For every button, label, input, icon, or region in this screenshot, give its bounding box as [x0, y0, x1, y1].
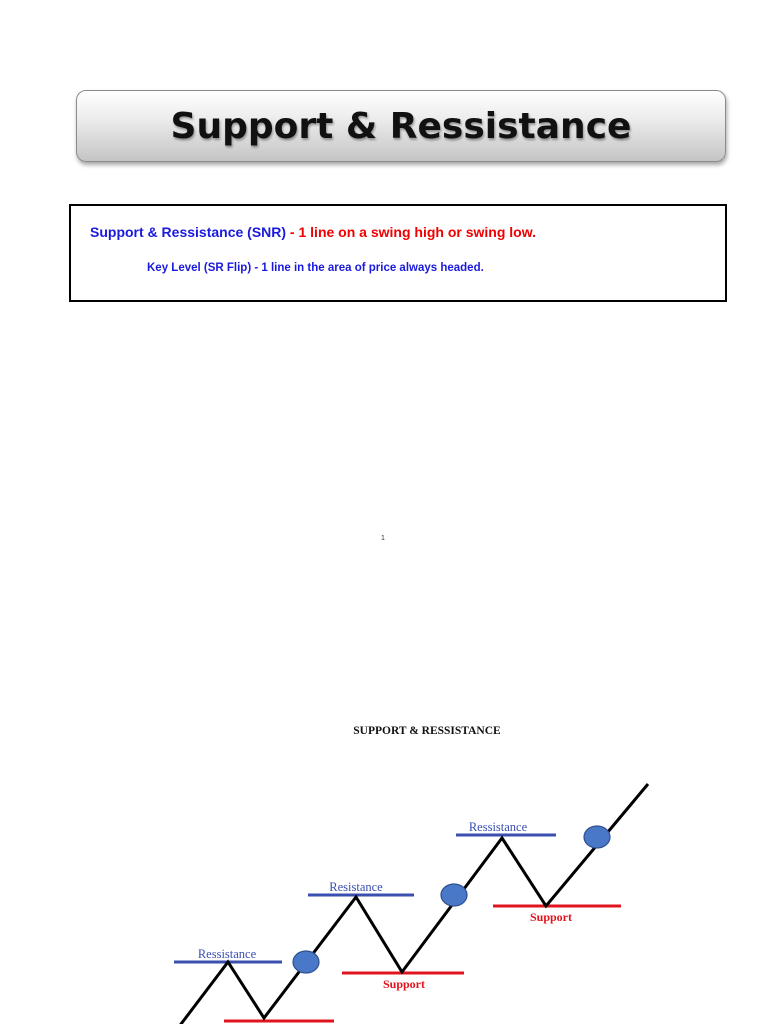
key-level-definition: Key Level (SR Flip) - 1 line in the area of price always headed.	[147, 262, 484, 274]
resistance-label-2: Resistance	[329, 880, 383, 894]
definition-box	[69, 204, 727, 302]
snr-description: - 1 line on a swing high or swing low.	[286, 224, 536, 240]
support-resistance-diagram	[0, 760, 768, 1024]
resistance-label-1: Ressistance	[197, 947, 257, 961]
resistance-label-3: Ressistance	[468, 820, 528, 834]
snr-term: Support & Ressistance (SNR)	[90, 224, 287, 240]
snr-definition	[90, 224, 536, 240]
diagram-title-wrapper	[0, 725, 768, 737]
flip-marker-2	[441, 884, 467, 906]
title-banner	[76, 90, 726, 162]
support-label-1: Support	[382, 977, 426, 991]
page-number: 1	[381, 535, 385, 542]
page-title: Support & Ressistance	[170, 105, 632, 147]
support-label-2: Support	[529, 910, 573, 924]
flip-marker-3	[584, 826, 610, 848]
flip-marker-1	[293, 951, 319, 973]
diagram-title: SUPPORT & RESSISTANCE	[353, 725, 501, 737]
